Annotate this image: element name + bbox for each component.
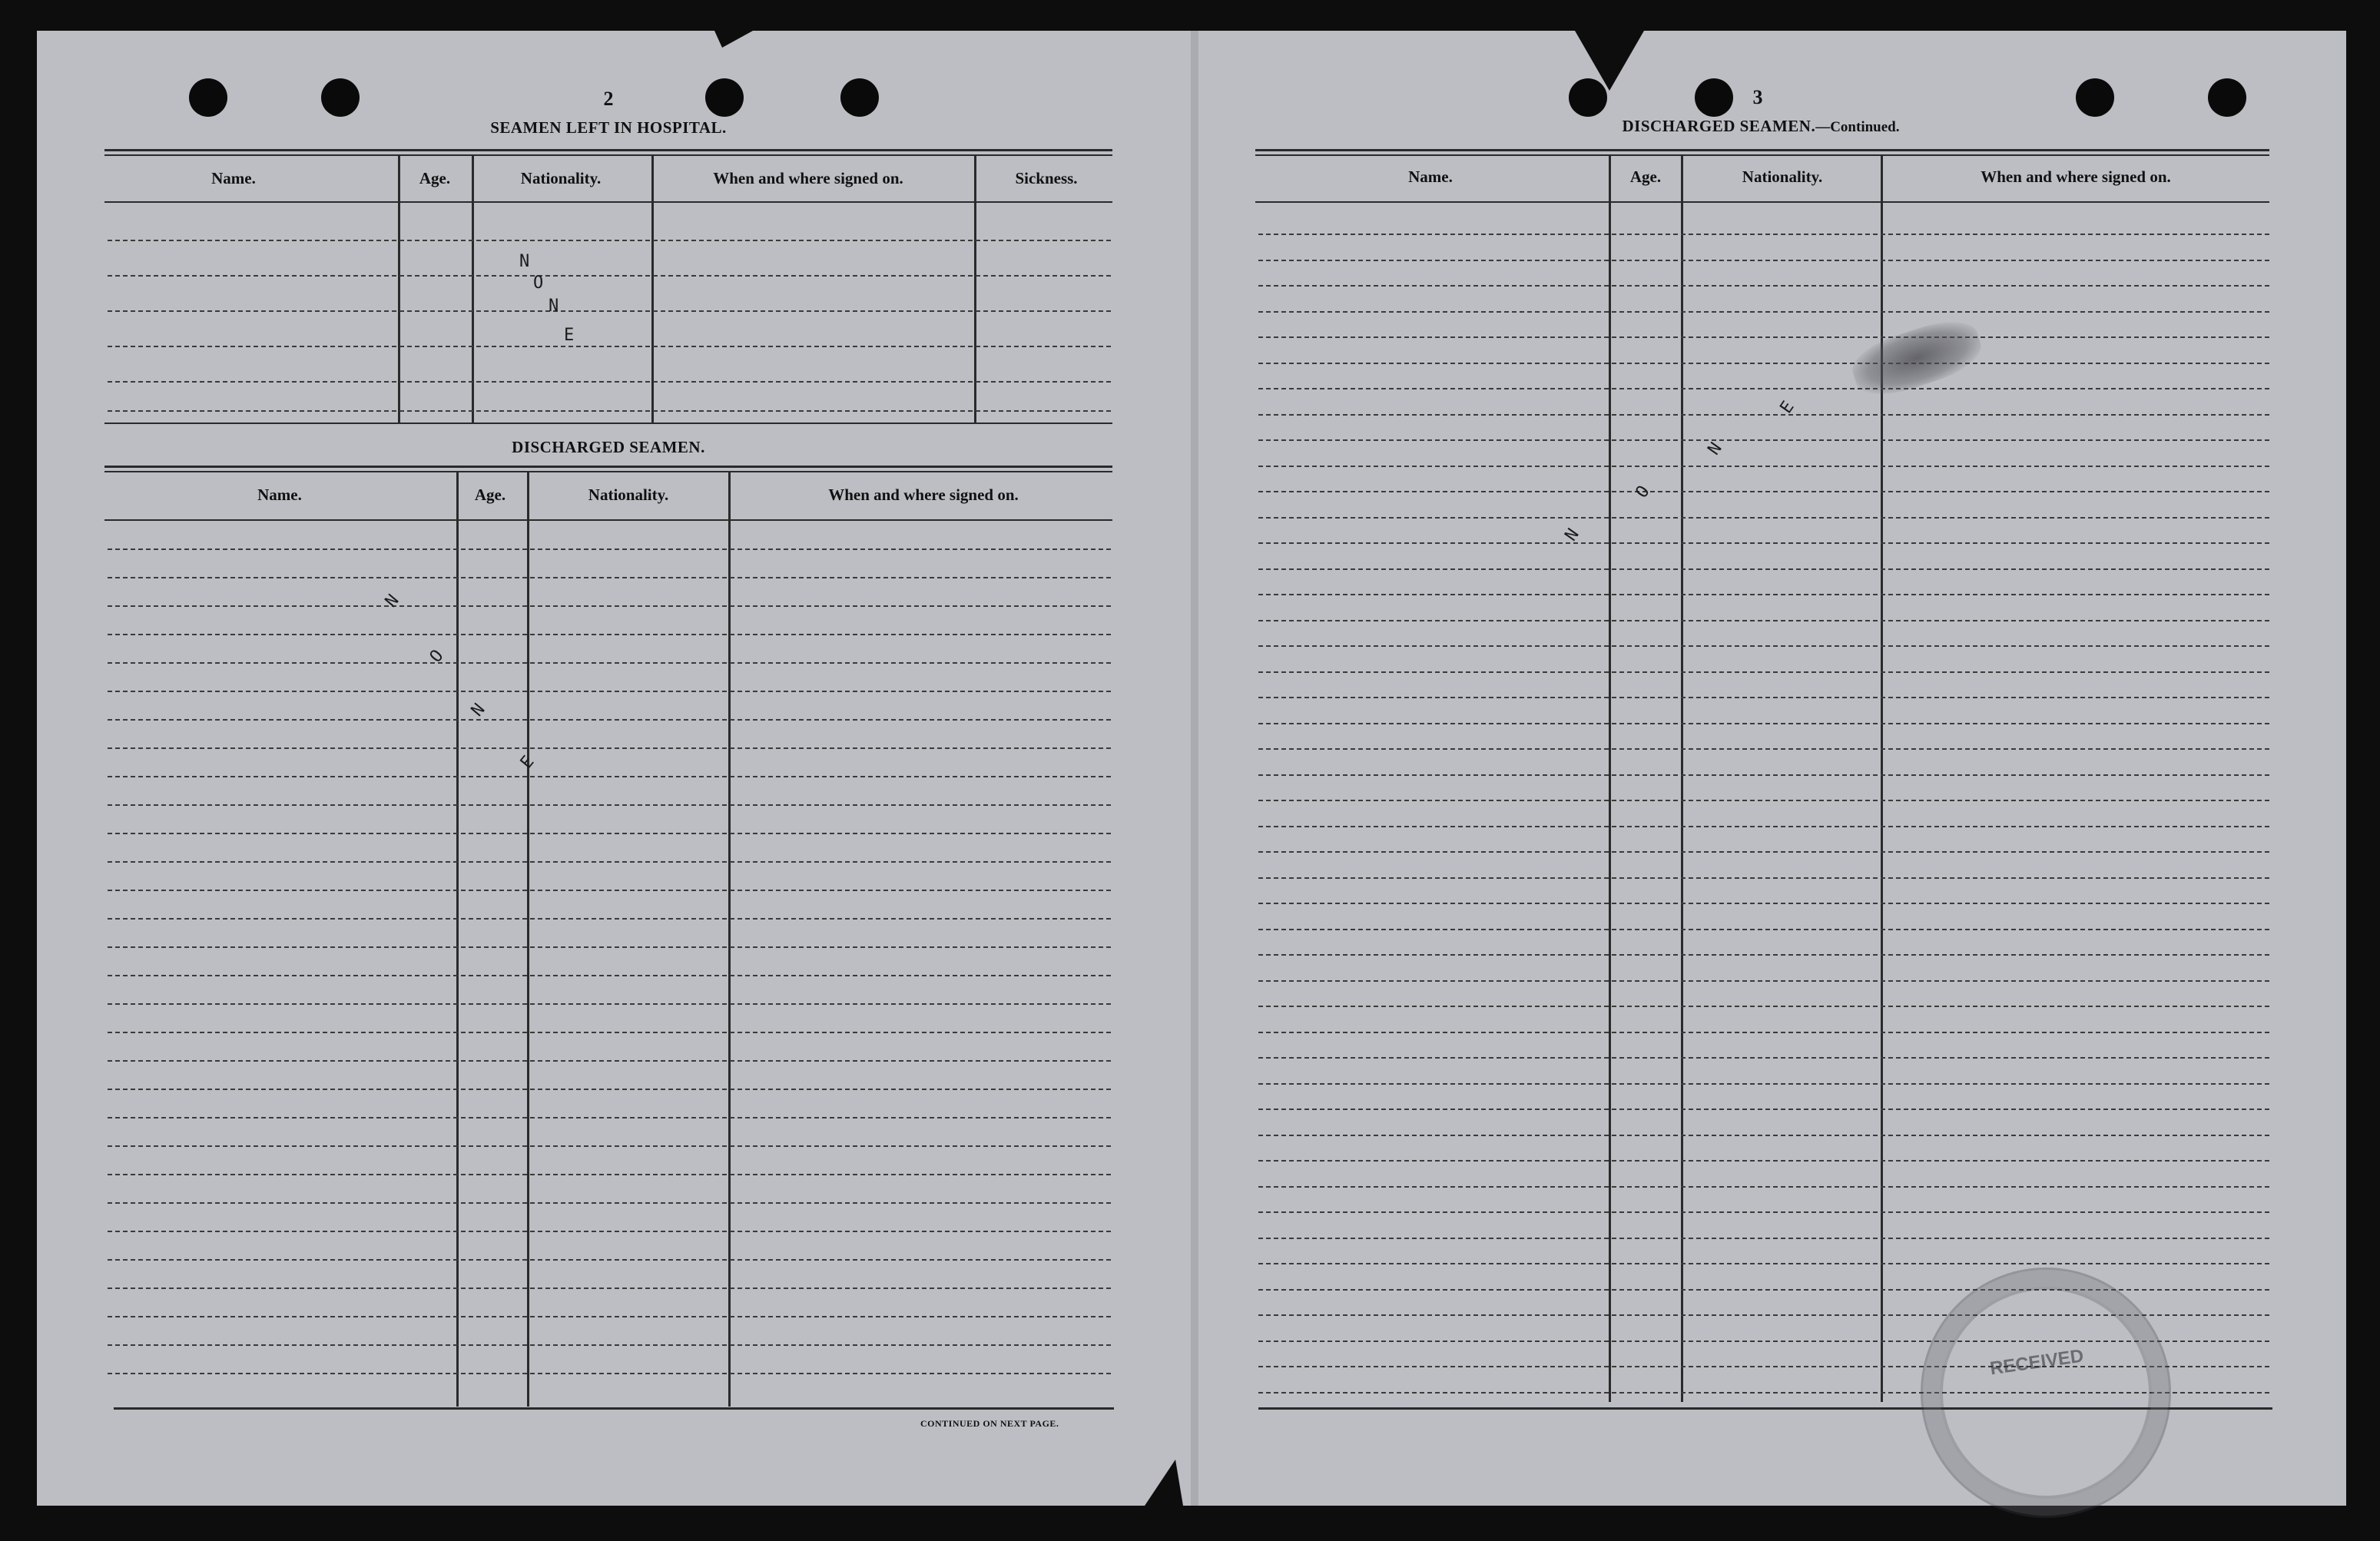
right-entry-line: [1258, 774, 2269, 776]
hospital-col-when-where-header: When and where signed on.: [713, 169, 903, 187]
hospital-col-nationality-header: Nationality.: [520, 169, 602, 187]
right-entry-line: [1258, 980, 2269, 982]
discharged-entry-line: [108, 776, 1111, 777]
discharged-entry-line: [108, 1032, 1111, 1033]
punch-hole: [2076, 78, 2114, 117]
discharged-none-letter: O: [426, 646, 448, 667]
page-number-right: 3: [1752, 86, 1763, 108]
right-entry-line: [1258, 620, 2269, 621]
right-entry-line: [1258, 748, 2269, 750]
right-entry-line: [1258, 568, 2269, 570]
discharged-entry-line: [108, 634, 1111, 635]
hospital-none-letter: N: [549, 297, 559, 316]
hospital-entry-line: [108, 346, 1111, 347]
discharged-entry-line: [108, 804, 1111, 806]
discharged-col-nationality-header: Nationality.: [588, 485, 669, 504]
punch-hole: [1569, 78, 1607, 117]
discharged-entry-line: [108, 975, 1111, 976]
punch-hole: [1695, 78, 1733, 117]
hospital-col-name-header: Name.: [211, 169, 256, 187]
right-header-rule: [1255, 201, 2269, 203]
right-entry-line: [1258, 1186, 2269, 1188]
discharged-entry-line: [108, 833, 1111, 834]
hospital-section-title: SEAMEN LEFT IN HOSPITAL.: [490, 118, 727, 137]
right-entry-line: [1258, 439, 2269, 441]
punch-hole: [321, 78, 360, 117]
discharged-entry-line: [108, 1089, 1111, 1090]
right-entry-line: [1258, 1109, 2269, 1110]
right-entry-line: [1258, 1057, 2269, 1059]
right-entry-line: [1258, 491, 2269, 492]
discharged-continued-title-main: DISCHARGED SEAMEN.: [1622, 117, 1816, 135]
discharged-entry-line: [108, 1174, 1111, 1175]
hospital-col-sickness-header: Sickness.: [1015, 169, 1078, 187]
discharged-entry-line: [108, 861, 1111, 863]
discharged-entry-line: [108, 1287, 1111, 1289]
hospital-col-divider: [398, 156, 400, 423]
discharged-entry-line: [108, 918, 1111, 920]
discharged-entry-line: [108, 890, 1111, 891]
right-col-age-header: Age.: [1629, 167, 1662, 186]
discharged-top-rule-2: [104, 471, 1112, 472]
right-col-when-where-header: When and where signed on.: [1981, 167, 2171, 186]
right-none-letter: O: [1632, 482, 1654, 502]
page-number-left: 2: [603, 88, 614, 110]
discharged-entry-line: [108, 1117, 1111, 1118]
right-col-divider: [1609, 156, 1611, 1402]
right-entry-line: [1258, 800, 2269, 801]
hospital-entry-line: [108, 275, 1111, 277]
discharged-section-title: DISCHARGED SEAMEN.: [512, 438, 705, 456]
hospital-col-age-header: Age.: [419, 169, 451, 187]
right-entry-line: [1258, 542, 2269, 544]
hospital-col-divider: [974, 156, 976, 423]
right-entry-line: [1258, 1263, 2269, 1264]
discharged-continued-title: [1623, 117, 1900, 136]
received-stamp-text: RECEIVED: [1988, 1345, 2085, 1380]
punch-hole: [705, 78, 744, 117]
right-entry-line: [1258, 671, 2269, 673]
right-entry-line: [1258, 594, 2269, 595]
right-entry-line: [1258, 954, 2269, 956]
discharged-entry-line: [108, 719, 1111, 721]
discharged-top-rule: [104, 466, 1112, 468]
right-entry-line: [1258, 285, 2269, 287]
right-entry-line: [1258, 517, 2269, 519]
right-entry-line: [1258, 363, 2269, 364]
discharged-entry-line: [108, 946, 1111, 948]
hospital-header-rule: [104, 201, 1112, 203]
right-entry-line: [1258, 877, 2269, 879]
discharged-entry-line: [108, 1231, 1111, 1232]
received-stamp: [1921, 1268, 2171, 1518]
discharged-entry-line: [108, 1373, 1111, 1374]
hospital-none-letter: E: [564, 326, 575, 345]
right-none-letter: N: [1561, 525, 1583, 545]
right-entry-line: [1258, 260, 2269, 261]
hospital-entry-line: [108, 410, 1111, 412]
right-col-name-header: Name.: [1408, 167, 1453, 186]
discharged-entry-line: [108, 691, 1111, 692]
right-entry-line: [1258, 234, 2269, 235]
right-entry-line: [1258, 1211, 2269, 1213]
hospital-col-divider: [651, 156, 654, 423]
right-top-rule-2: [1255, 154, 2269, 156]
hospital-none-letter: N: [519, 252, 530, 271]
right-none-letter: E: [1776, 397, 1798, 418]
discharged-entry-line: [108, 605, 1111, 607]
discharged-entry-line: [108, 577, 1111, 578]
discharged-entry-line: [108, 1202, 1111, 1204]
right-entry-line: [1258, 1006, 2269, 1007]
hospital-none-letter: O: [533, 273, 544, 293]
punch-hole: [2208, 78, 2246, 117]
right-entry-line: [1258, 1238, 2269, 1239]
right-entry-line: [1258, 1135, 2269, 1136]
right-entry-line: [1258, 1083, 2269, 1085]
discharged-entry-line: [108, 1344, 1111, 1346]
punch-hole: [840, 78, 879, 117]
discharged-entry-line: [108, 1145, 1111, 1147]
right-entry-line: [1258, 929, 2269, 930]
right-entry-line: [1258, 723, 2269, 724]
discharged-col-divider: [728, 472, 731, 1407]
discharged-col-name-header: Name.: [257, 485, 302, 504]
right-entry-line: [1258, 851, 2269, 853]
right-entry-line: [1258, 336, 2269, 338]
discharged-none-letter: N: [381, 591, 403, 611]
discharged-bottom-rule: [114, 1407, 1114, 1410]
right-entry-line: [1258, 1160, 2269, 1162]
hospital-top-rule-2: [104, 154, 1112, 156]
right-entry-line: [1258, 311, 2269, 313]
discharged-none-letter: N: [467, 700, 489, 721]
discharged-col-divider: [456, 472, 459, 1407]
discharged-col-divider: [527, 472, 529, 1407]
right-entry-line: [1258, 826, 2269, 827]
right-entry-line: [1258, 414, 2269, 416]
right-entry-line: [1258, 645, 2269, 647]
discharged-header-rule: [104, 519, 1112, 521]
discharged-entry-line: [108, 1316, 1111, 1317]
discharged-col-when-where-header: When and where signed on.: [828, 485, 1019, 504]
hospital-bottom-rule: [104, 423, 1112, 424]
discharged-entry-line: [108, 662, 1111, 664]
right-none-letter: N: [1704, 439, 1726, 459]
right-entry-line: [1258, 388, 2269, 389]
discharged-none-letter: E: [516, 752, 539, 773]
continued-note: CONTINUED ON NEXT PAGE.: [920, 1418, 1059, 1429]
right-entry-line: [1258, 466, 2269, 467]
discharged-entry-line: [108, 1060, 1111, 1062]
hospital-entry-line: [108, 240, 1111, 241]
discharged-entry-line: [108, 1259, 1111, 1261]
right-entry-line: [1258, 903, 2269, 904]
right-entry-line: [1258, 1032, 2269, 1033]
hospital-top-rule: [104, 149, 1112, 151]
discharged-entry-line: [108, 548, 1111, 550]
right-col-nationality-header: Nationality.: [1742, 167, 1823, 186]
hospital-entry-line: [108, 310, 1111, 312]
right-col-divider: [1681, 156, 1683, 1402]
hospital-col-divider: [472, 156, 474, 423]
discharged-col-age-header: Age.: [474, 485, 506, 504]
discharged-continued-title-suffix: —Continued.: [1815, 119, 1900, 135]
right-entry-line: [1258, 697, 2269, 698]
right-top-rule: [1255, 149, 2269, 151]
punch-hole: [189, 78, 227, 117]
hospital-entry-line: [108, 381, 1111, 383]
discharged-entry-line: [108, 1003, 1111, 1005]
discharged-entry-line: [108, 747, 1111, 749]
